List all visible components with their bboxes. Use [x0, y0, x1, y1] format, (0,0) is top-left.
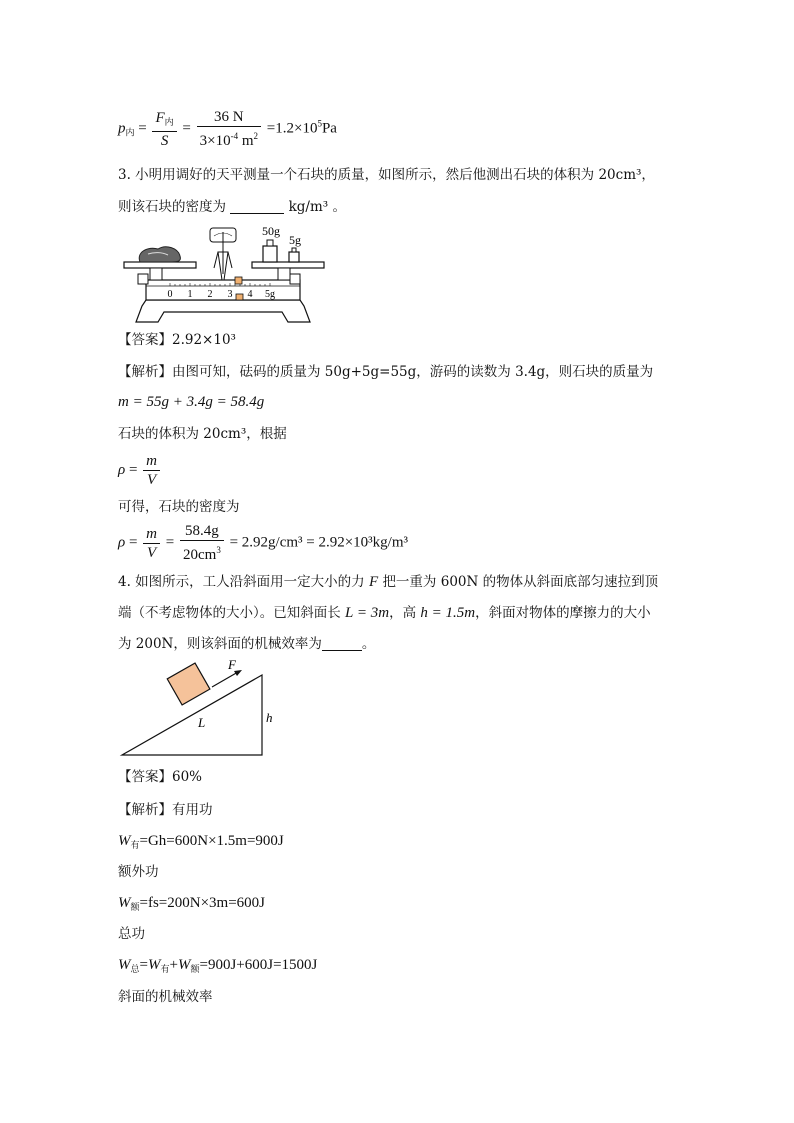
- frac-value: [197, 108, 261, 150]
- left-pan: [124, 262, 196, 268]
- balance-figure: [118, 222, 328, 326]
- q3-eq-mass: m = 55g + 3.4g = 58.4g: [118, 394, 265, 410]
- weight-5g: [289, 252, 299, 262]
- q4-line2-h: h = 1.5m: [420, 605, 476, 621]
- q4-extra-label: 额外功: [118, 864, 159, 880]
- result-base: =1.2×10: [266, 120, 318, 137]
- scale-label-5: 5g: [265, 289, 275, 300]
- weight-5g-label: 5g: [289, 233, 301, 247]
- q3-answer-blank[interactable]: [230, 199, 284, 214]
- sub-p: 内: [125, 127, 135, 138]
- den-exp: -4: [230, 131, 239, 141]
- q4-line2-L: L = 3m: [345, 605, 390, 621]
- frac-m-2: m: [143, 525, 160, 544]
- den-unit-exp: 2: [253, 131, 259, 141]
- var-p: p: [118, 120, 126, 137]
- q4-line1: [118, 572, 658, 592]
- w-total-sub2: 有: [160, 964, 170, 974]
- den-base: 3×10: [199, 133, 231, 149]
- weight-50g: [263, 246, 277, 262]
- frac-58-over-20: [180, 522, 224, 564]
- q4-eq-total: [118, 955, 317, 979]
- q4-answer: 【答案】60%: [118, 769, 203, 785]
- incline-figure: [118, 655, 278, 759]
- w-extra-sub: 额: [130, 902, 140, 912]
- w-total-sub: 总: [130, 964, 140, 974]
- frac-V: V: [147, 472, 157, 488]
- q4-line1-a: 4. 如图所示，工人沿斜面用一定大小的力: [118, 574, 365, 590]
- w-total-W2: W: [147, 957, 161, 973]
- frac-m-over-V: [143, 452, 160, 489]
- frac-20: 20cm: [182, 547, 217, 563]
- q4-total-label: 总功: [118, 926, 145, 942]
- label-L: L: [198, 715, 206, 730]
- q4-line2-b: ，高: [389, 605, 417, 621]
- scale-label-0: 0: [167, 289, 173, 300]
- stone: [139, 247, 180, 262]
- q4-answer-blank[interactable]: [322, 636, 362, 651]
- q4-analysis: 【解析】有用功: [118, 802, 213, 818]
- q4-line3: [118, 634, 375, 654]
- eq-final-rest: = 2.92g/cm³ = 2.92×10³kg/m³: [229, 534, 409, 551]
- label-h: h: [266, 710, 273, 725]
- den-unit: m: [241, 133, 254, 149]
- frac-m: m: [143, 452, 160, 471]
- scale-label-2: 2: [207, 289, 213, 300]
- weight-50g-label: 50g: [262, 224, 280, 238]
- w-useful-sub: 有: [130, 840, 140, 850]
- q4-line3-text: 为 200N，则该斜面的机械效率为: [118, 636, 322, 652]
- w-total-sub3: 额: [190, 964, 200, 974]
- rider-lower: [236, 294, 243, 300]
- q4-line3-end: 。: [361, 636, 376, 652]
- w-total-W: W: [118, 957, 131, 973]
- q4-line2: [118, 603, 651, 623]
- q3-answer: 【答案】2.92×10³: [118, 332, 236, 348]
- q3-line1: 3. 小明用调好的天平测量一个石块的质量，如图所示，然后他测出石块的体积为 20cm³，: [118, 167, 655, 183]
- q4-efficiency-label: 斜面的机械效率: [118, 989, 213, 1005]
- sub-F: 内: [164, 116, 174, 127]
- var-S: S: [160, 132, 169, 149]
- q3-line2-pre: 则该石块的密度为: [118, 199, 226, 215]
- scale-label-4: 4: [247, 289, 253, 300]
- q4-eq-useful: [118, 831, 284, 855]
- right-pan: [252, 262, 324, 268]
- balance-base: [136, 300, 310, 322]
- pressure-formula: $p_内$ = $\frac{F_内}{S}$ = $\frac{36 N}{3\times 10^{-4} m^2}$ $=1.2\times 10^5Pa$: [118, 109, 337, 149]
- q3-analysis-1: 【解析】由图可知，砝码的质量为 50g+5g=55g，游码的读数为 3.4g，则石块的质量为: [118, 364, 654, 380]
- q4-line2-c: ，斜面对物体的摩擦力的大小: [475, 605, 651, 621]
- scale-label-1: 1: [187, 289, 193, 300]
- q3-line2: [118, 197, 346, 217]
- frac-V-2: V: [147, 544, 157, 561]
- result-unit: Pa: [321, 120, 337, 137]
- q3-eq-final: ρ = $\frac{m}{V}$ = $\frac{58.4g}{20cm^3}$ = 2.92g/cm³ = 2.92×10³kg/m³: [118, 523, 409, 563]
- block: [167, 663, 210, 705]
- q4-line2-a: 端（不考虑物体的大小）。已知斜面长: [118, 605, 341, 621]
- w-extra-rest: =fs=200N×3m=600J: [139, 895, 266, 911]
- frac-20-exp: 3: [216, 545, 221, 555]
- q4-line1-F: F: [368, 574, 379, 590]
- q3-analysis-3: 可得，石块的密度为: [118, 499, 240, 515]
- q3-eq-rho: ρ = $\frac{m}{V}$: [118, 452, 162, 489]
- frac-value-num: 36 N: [197, 108, 261, 127]
- frac-F-over-S: [152, 109, 176, 150]
- rider: [235, 277, 242, 284]
- frac-m-over-V-2: [143, 525, 160, 562]
- q4-eq-extra: [118, 893, 265, 917]
- w-useful-rest: =Gh=600N×1.5m=900J: [139, 833, 284, 849]
- var-F: F: [155, 109, 165, 126]
- label-F: F: [228, 657, 236, 672]
- q3-line2-post: kg/m³ 。: [288, 199, 346, 215]
- q4-line1-b: 把一重为 600N 的物体从斜面底部匀速拉到顶: [382, 574, 659, 590]
- scale-label-3: 3: [227, 289, 233, 300]
- w-total-plus: +: [169, 957, 178, 973]
- w-total-W3: W: [177, 957, 191, 973]
- w-total-rest: =900J+600J=1500J: [199, 957, 318, 973]
- result-exp: 5: [317, 118, 322, 129]
- frac-58: 58.4g: [180, 522, 224, 541]
- q3-analysis-2: 石块的体积为 20cm³，根据: [118, 426, 287, 442]
- w-total-eq: =: [139, 957, 148, 973]
- w-useful-W: W: [118, 833, 131, 849]
- force-arrow: [212, 672, 238, 687]
- w-extra-W: W: [118, 895, 131, 911]
